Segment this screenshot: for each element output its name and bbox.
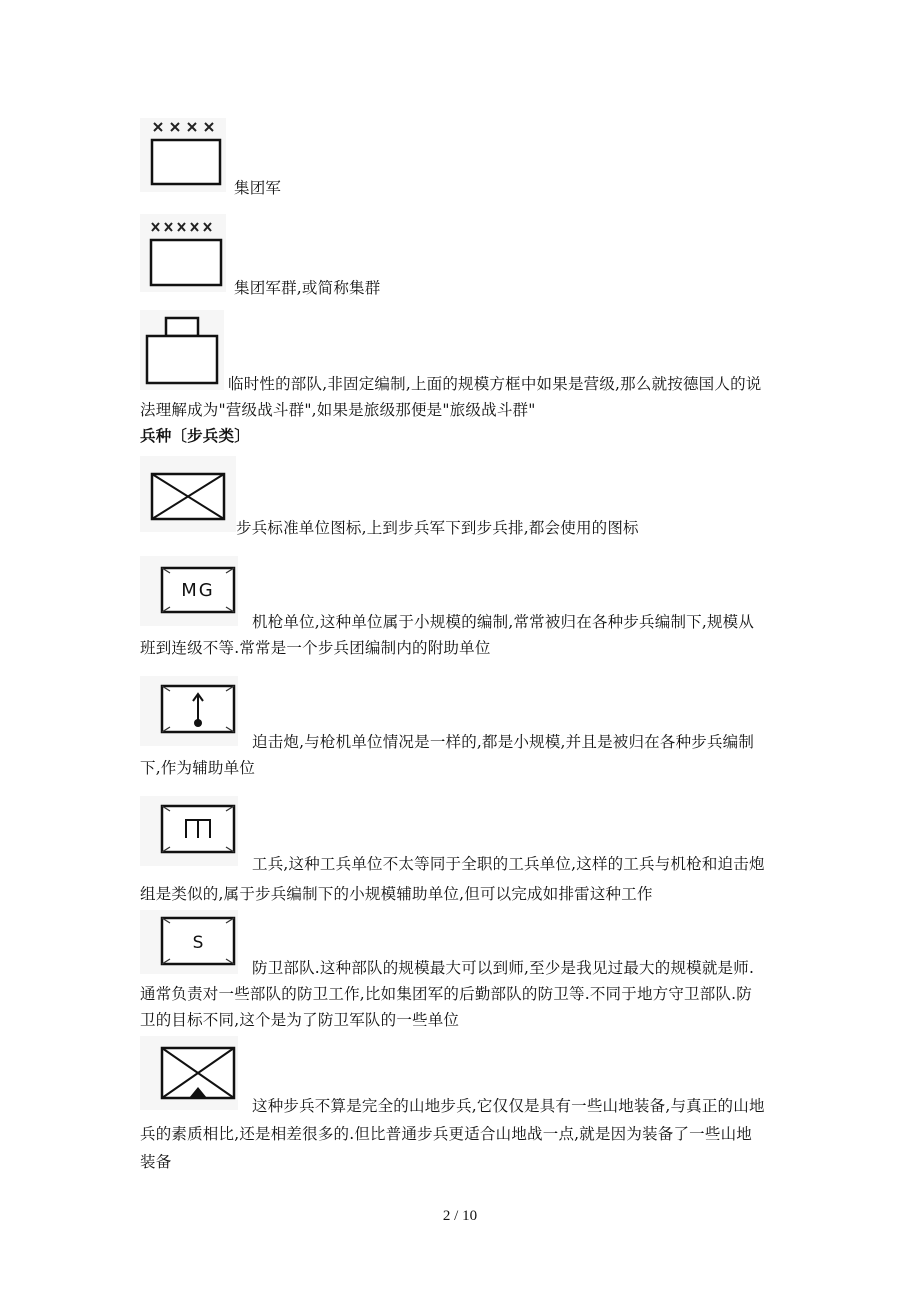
army-group-group-symbol-icon — [140, 214, 226, 292]
pioneer-symbol-icon — [140, 796, 238, 866]
pioneer-description-line-2: 组是类似的,属于步兵编制下的小规模辅助单位,但可以完成如排雷这种工作 — [140, 885, 653, 903]
army-group-group-description: 集团军群,或简称集群 — [234, 279, 381, 297]
security-description-line-3: 卫的目标不同,这个是为了防卫军队的一些单位 — [140, 1011, 460, 1029]
security-symbol-icon — [140, 910, 238, 974]
mortar-symbol-icon — [140, 676, 238, 746]
security-description-line-1: 防卫部队.这种部队的规模最大可以到师,至少是我见过最大的规模就是师. — [252, 959, 755, 977]
section-heading: 兵种〔步兵类〕 — [140, 426, 250, 445]
mortar-description-line-2: 下,作为辅助单位 — [140, 759, 256, 777]
security-label: S — [192, 933, 204, 953]
mountain-infantry-symbol-icon — [140, 1036, 238, 1110]
security-description-line-2: 通常负责对一些部队的防卫工作,比如集团军的后勤部队的防卫等.不同于地方守卫部队.防 — [140, 985, 752, 1003]
infantry-description: 步兵标准单位图标,上到步兵军下到步兵排,都会使用的图标 — [236, 519, 639, 537]
mortar-description-line-1: 迫击炮,与枪机单位情况是一样的,都是小规模,并且是被归在各种步兵编制 — [252, 733, 755, 751]
army-symbol-icon — [140, 118, 226, 192]
infantry-symbol-icon — [140, 456, 236, 532]
machine-gun-label: MG — [181, 580, 215, 601]
battle-group-description-line-2: 法理解成为"营级战斗群",如果是旅级那便是"旅级战斗群" — [140, 401, 536, 419]
army-group-description: 集团军 — [234, 179, 282, 197]
mountain-infantry-description-line-1: 这种步兵不算是完全的山地步兵,它仅仅是具有一些山地装备,与真正的山地 — [252, 1097, 765, 1115]
battle-group-symbol-icon — [140, 310, 224, 390]
battle-group-description-line-1: 临时性的部队,非固定编制,上面的规模方框中如果是营级,那么就按德国人的说 — [228, 375, 762, 393]
page-number: 2 / 10 — [442, 1208, 478, 1224]
machine-gun-description-line-1: 机枪单位,这种单位属于小规模的编制,常常被归在各种步兵编制下,规模从 — [252, 613, 755, 631]
mountain-infantry-description-line-2: 兵的素质相比,还是相差很多的.但比普通步兵更适合山地战一点,就是因为装备了一些山地 — [140, 1125, 752, 1143]
mountain-infantry-description-line-3: 装备 — [140, 1153, 172, 1171]
machine-gun-symbol-icon — [140, 556, 238, 626]
pioneer-description-line-1: 工兵,这种工兵单位不太等同于全职的工兵单位,这样的工兵与机枪和迫击炮 — [252, 855, 765, 873]
machine-gun-description-line-2: 班到连级不等.常常是一个步兵团编制内的附助单位 — [140, 639, 491, 657]
